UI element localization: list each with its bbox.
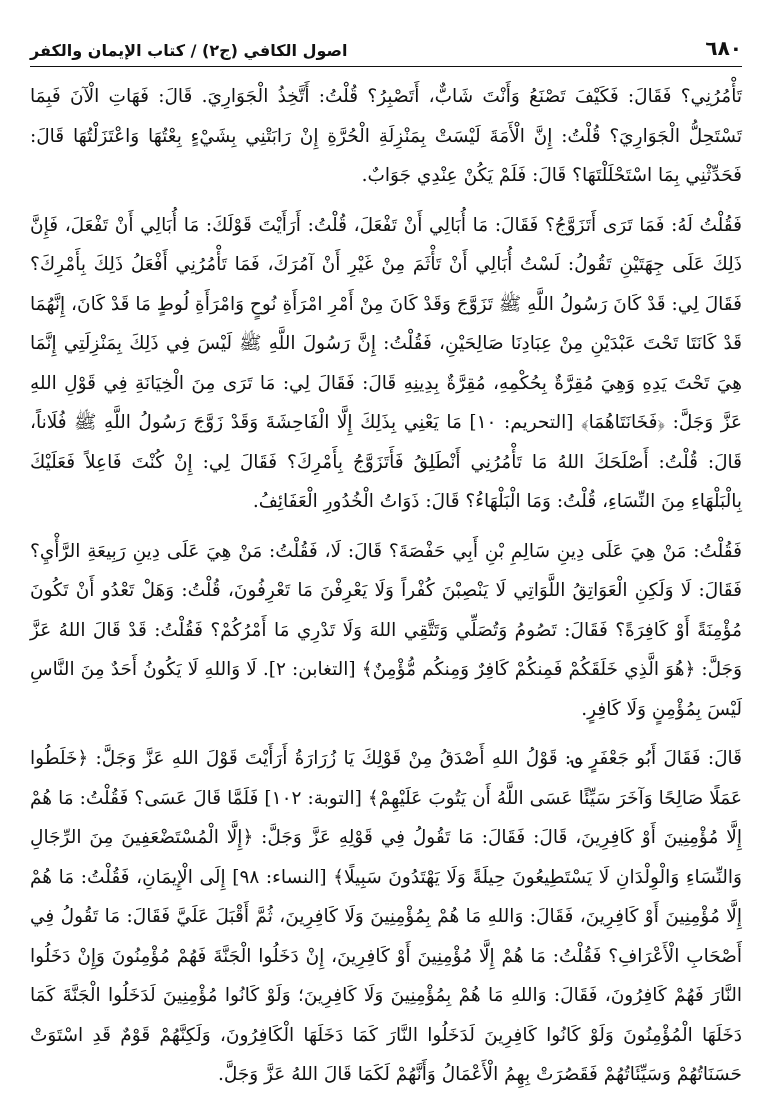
page-number: ٦٨٠ bbox=[705, 36, 742, 60]
page-body bbox=[30, 77, 742, 1095]
book-page bbox=[30, 30, 742, 1100]
book-title: اصول الكافي (ج٢) / كتاب الإيمان والكفر bbox=[30, 41, 348, 60]
header-rule bbox=[30, 66, 742, 67]
paragraph: تَأْمُرُنِي؟ فَقَالَ: فَكَيْفَ تَصْنَعُ وَأَنْتَ شَابٌّ، أَتَصْبِرُ؟ قُلْتُ: أَتَّخِذُ الْجَوَارِيَ. قَالَ: فَهَاتِ الْآنَ فَبِمَا تَسْتَحِلُّ الْجَوَارِيَ؟ قُلْتُ: إِنَّ الْأَمَةَ لَيْسَتْ بِمَنْزِلَةِ الْحُرَّةِ إِنْ رَابَتْنِي بِشَيْءٍ بِعْتُهَا وَاعْتَزَلْتُهَا قَالَ: فَحَدِّثْنِي بِمَا اسْتَحْلَلْتَهَا؟ قَالَ: فَلَمْ يَكُنْ عِنْدِي جَوَابٌ. bbox=[30, 86, 742, 186]
paragraph: فَقُلْتُ لَهُ: فَمَا تَرَى أَتَزَوَّجُ؟ فَقَالَ: مَا أُبَالِي أَنْ تَفْعَلَ، قُلْتُ: أَرَأَيْتَ قَوْلَكَ: مَا أُبَالِي أَنْ تَفْعَلَ، فَإِنَّ ذَلِكَ عَلَى جِهَتَيْنِ تَقُولُ: لَسْتُ أُبَالِي أَنْ تَأْثَمَ مِنْ غَيْرِ أَنْ آمُرَكَ، فَمَا تَأْمُرُنِي أَفْعَلُ ذَلِكَ بِأَمْرِكَ؟ فَقَالَ لِي: قَدْ كَانَ رَسُولُ اللَّهِ ﷺ تَزَوَّجَ وَقَدْ كَانَ مِنْ أَمْرِ امْرَأَةِ نُوحٍ وَامْرَأَةِ لُوطٍ مَا قَدْ كَانَ، إِنَّهُمَا قَدْ كَانَتَا تَحْتَ عَبْدَيْنِ مِنْ عِبَادِنَا صَالِحَيْنِ، فَقُلْتُ: إِنَّ رَسُولَ اللَّهِ ﷺ لَيْسَ فِي ذَلِكَ بِمَنْزِلَتِي إِنَّمَا هِيَ تَحْتَ يَدِهِ وَهِيَ مُقِرَّةٌ بِحُكْمِهِ، مُقِرَّةٌ بِدِينِهِ قَالَ: فَقَالَ لِي: مَا تَرَى مِنَ الْخِيَانَةِ فِي قَوْلِ اللهِ عَزَّ وَجَلَّ: ﴿فَخَانَتَاهُمَا﴾ [التحريم: ١٠] مَا يَعْنِي بِذَلِكَ إِلَّا الْفَاحِشَةَ وَقَدْ زَوَّجَ رَسُولُ اللَّهِ ﷺ فُلَاناً، قَالَ: قُلْتُ: أَصْلَحَكَ اللهُ مَا تَأْمُرُنِي أَنْطَلِقُ فَأَتَزَوَّجُ بِأَمْرِكَ؟ فَقَالَ لِي: إِنْ كُنْتَ فَاعِلاً فَعَلَيْكَ بِالْبَلْهَاءِ مِنَ النِّسَاءِ، قُلْتُ: وَمَا الْبَلْهَاءُ؟ قَالَ: ذَوَاتُ الْخُدُورِ الْعَفَائِفُ. bbox=[30, 214, 742, 512]
page-header bbox=[30, 30, 742, 60]
paragraph: فَقُلْتُ: مَنْ هِيَ عَلَى دِينِ سَالِمِ بْنِ أَبِي حَفْصَةَ؟ قَالَ: لَا، فَقُلْتُ: مَنْ هِيَ عَلَى دِينِ رَبِيعَةِ الرَّأْيِ؟ فَقَالَ: لَا وَلَكِنِ الْعَوَاتِقُ اللَّوَاتِي لَا يَنْصِبْنَ كُفْراً وَلَا يَعْرِفْنَ مَا تَعْرِفُونَ، قُلْتُ: وَهَلْ تَعْدُو أَنْ تَكُونَ مُؤْمِنَةً أَوْ كَافِرَةً؟ فَقَالَ: تَصُومُ وَتُصَلِّي وَتَتَّقِي اللهَ وَلَا تَدْرِي مَا أَمْرُكُمْ؟ فَقُلْتُ: قَدْ قَالَ اللهُ عَزَّ وَجَلَّ: ﴿هُوَ الَّذِي خَلَقَكُمْ فَمِنكُمْ كَافِرٌ وَمِنكُم مُّؤْمِنٌ﴾ [التغابن: ٢]. لَا وَاللهِ لَا يَكُونُ أَحَدٌ مِنَ النَّاسِ لَيْسَ بِمُؤْمِنٍ وَلَا كَافِرٍ. bbox=[30, 540, 743, 720]
paragraph: قَالَ: فَقَالَ أَبُو جَعْفَرٍ ؈: قَوْلُ اللهِ أَصْدَقُ مِنْ قَوْلِكَ يَا زُرَارَةُ أَرَأَيْتَ قَوْلَ اللهِ عَزَّ وَجَلَّ: ﴿خَلَطُوا عَمَلًا صَالِحًا وَآخَرَ سَيِّئًا عَسَى اللَّهُ أَن يَتُوبَ عَلَيْهِمْ﴾ [التوبة: ١٠٢] فَلَمَّا قَالَ عَسَى؟ فَقُلْتُ: مَا هُمْ إِلَّا مُؤْمِنِينَ أَوْ كَافِرِينَ، قَالَ: فَقَالَ: مَا تَقُولُ فِي قَوْلِهِ عَزَّ وَجَلَّ: ﴿إِلَّا الْمُسْتَضْعَفِينَ مِنَ الرِّجَالِ وَالنِّسَاءِ وَالْوِلْدَانِ لَا يَسْتَطِيعُونَ حِيلَةً وَلَا يَهْتَدُونَ سَبِيلًا﴾ [النساء: ٩٨] إِلَى الْإِيمَانِ، فَقُلْتُ: مَا هُمْ إِلَّا مُؤْمِنِينَ أَوْ كَافِرِينَ، فَقَالَ: وَاللهِ مَا هُمْ بِمُؤْمِنِينَ وَلَا كَافِرِينَ، ثُمَّ أَقْبَلَ عَلَيَّ فَقَالَ: مَا تَقُولُ فِي أَصْحَابِ الْأَعْرَافِ؟ فَقُلْتُ: مَا هُمْ إِلَّا مُؤْمِنِينَ أَوْ كَافِرِينَ، إِنْ دَخَلُوا الْجَنَّةَ فَهُمْ مُؤْمِنُونَ وَإِنْ دَخَلُوا النَّارَ فَهُمْ كَافِرُونَ، فَقَالَ: وَاللهِ مَا هُمْ بِمُؤْمِنِينَ وَلَا كَافِرِينَ؛ وَلَوْ كَانُوا مُؤْمِنِينَ لَدَخَلُوا الْجَنَّةَ كَمَا دَخَلَهَا الْمُؤْمِنُونَ وَلَوْ كَانُوا كَافِرِينَ لَدَخَلُوا النَّارَ كَمَا دَخَلَهَا الْكَافِرُونَ، وَلَكِنَّهُمْ قَوْمٌ قَدِ اسْتَوَتْ حَسَنَاتُهُمْ وَسَيِّئَاتُهُمْ فَقَصُرَتْ بِهِمُ الْأَعْمَالُ وَأَنَّهُمْ لَكَمَا قَالَ اللهُ عَزَّ وَجَلَّ. bbox=[30, 748, 743, 1085]
